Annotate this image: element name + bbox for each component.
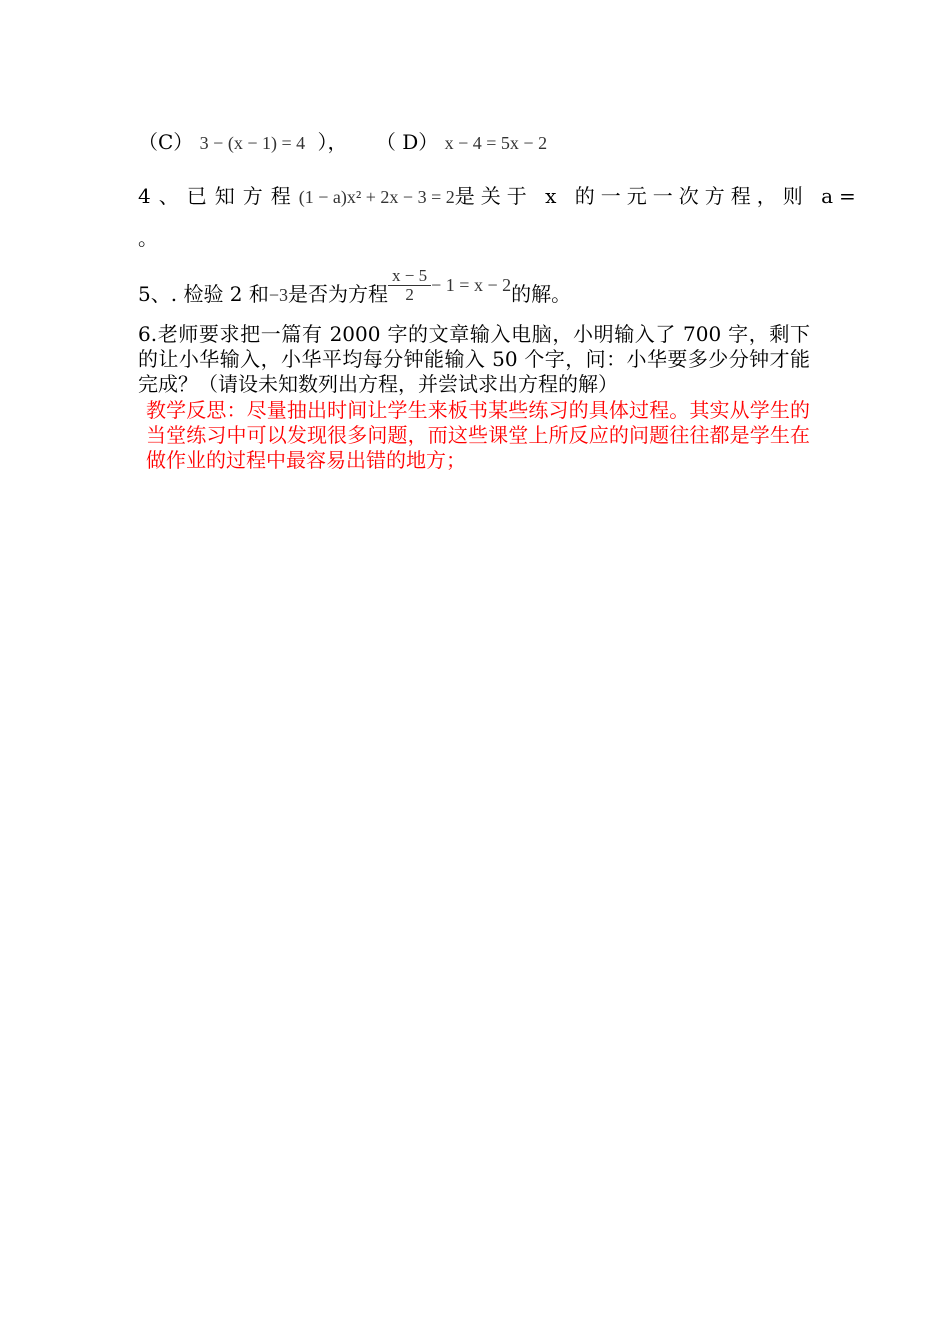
q5-fraction-denominator: 2 [405, 285, 414, 304]
option-c-label: （C） [138, 130, 194, 154]
q5-fraction [388, 267, 431, 304]
teaching-reflection: 教学反思：尽量抽出时间让学生来板书某些练习的具体过程。其实从学生的当堂练习中可以发现很多问题，而这些课堂上所反应的问题往往都是学生在做作业的过程中最容易出错的地方； [146, 398, 810, 472]
question-6: 6.老师要求把一篇有 2000 字的文章输入电脑，小明输入了 700 字，剩下的让小华输入，小华平均每分钟能输入 50 个字，问：小华要多少分钟才能完成？（请设未知数列出方程，并尝试求出方程的解） [138, 322, 810, 396]
q5-equation-rest: − 1 = x − 2 [431, 275, 512, 295]
q5-negative-value: −3 [268, 285, 289, 305]
q4-answer-end [138, 226, 158, 250]
q5-prefix: 5、. 检验 2 和 [138, 282, 269, 306]
option-d-equation: x − 4 = 5x − 2 [444, 133, 548, 153]
question-4 [138, 184, 862, 209]
q5-suffix: 的解。 [511, 282, 572, 306]
q4-equation: (1 − a)x² + 2x − 3 = 2 [298, 187, 455, 207]
q4-prefix: 4、已知方程 [138, 184, 299, 208]
q4-suffix: 是关于 x 的一元一次方程，则 a= [454, 184, 862, 208]
q5-middle: 是否为方程 [288, 282, 389, 306]
question-5 [138, 266, 572, 314]
option-c-separator: ）， [317, 130, 348, 154]
q4-end-mark: 。 [138, 226, 158, 250]
option-c-equation: 3 − (x − 1) = 4 [199, 133, 306, 153]
option-d-label: （ D） [375, 130, 439, 154]
option-row [138, 130, 547, 155]
q5-fraction-numerator: x − 5 [388, 267, 431, 286]
